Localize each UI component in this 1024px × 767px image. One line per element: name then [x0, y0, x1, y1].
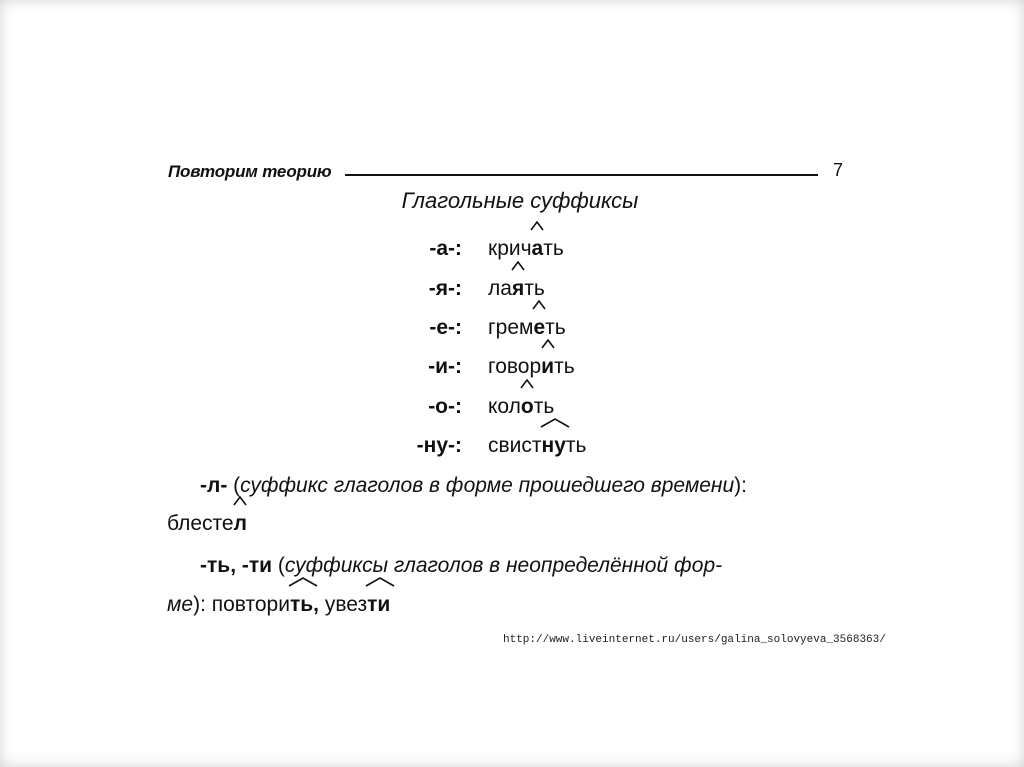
highlighted-suffix: ти — [367, 593, 390, 617]
highlighted-suffix: ну — [542, 434, 566, 458]
suffix-example: свист нуть — [488, 434, 586, 458]
suffix-label: -ну-: — [416, 434, 462, 457]
suffix-label: -я-: — [428, 277, 462, 300]
past-example-line: блесте л — [167, 512, 247, 536]
past-description: суффикс глаголов в форме прошедшего времени — [240, 474, 735, 497]
infinitive-suffixes: -ть, -ти — [200, 554, 273, 577]
infinitive-description: суффиксы глаголов в неопределённой фор- — [284, 554, 723, 577]
suffix-label: -и-: — [428, 355, 462, 378]
suffix-example: говор ить — [488, 355, 575, 379]
highlighted-suffix: и — [541, 355, 554, 379]
suffix-caret-icon — [530, 221, 544, 231]
suffix-caret-icon — [532, 300, 546, 310]
suffix-caret-icon — [288, 577, 318, 587]
page-number: 7 — [833, 160, 844, 180]
section-title: Глагольные суффиксы — [401, 188, 639, 213]
suffix-row-i — [380, 355, 700, 385]
infinitive-line-2: ме): повтори ть, увез ти — [167, 593, 390, 617]
suffix-row-nu — [380, 434, 700, 464]
suffix-caret-icon — [541, 339, 555, 349]
running-header-title: Повторим теорию — [168, 162, 332, 181]
highlighted-suffix: а — [532, 237, 544, 261]
past-suffix: -л- — [200, 474, 228, 497]
source-url: http://www.liveinternet.ru/users/galina_solovyeva_3568363/ — [503, 634, 886, 646]
suffix-caret-icon — [233, 496, 247, 506]
suffix-caret-icon — [540, 418, 570, 428]
past-tense-line: -л- (суффикс глаголов в форме прошедшего времени): — [200, 474, 747, 497]
highlighted-suffix: л — [234, 512, 247, 536]
suffix-caret-icon — [365, 577, 395, 587]
infinitive-line-1: -ть, -ти (суффиксы глаголов в неопределённой фор- — [200, 554, 723, 577]
suffix-row-a — [380, 237, 700, 267]
highlighted-suffix: е — [533, 316, 545, 340]
suffix-label: -о-: — [428, 395, 462, 418]
suffix-example: кол оть — [488, 395, 554, 419]
highlighted-suffix: ть, — [290, 593, 319, 617]
suffix-example: крич ать — [488, 237, 564, 261]
suffix-caret-icon — [511, 261, 525, 271]
suffix-caret-icon — [520, 379, 534, 389]
suffix-example: грем еть — [488, 316, 566, 340]
header-rule — [345, 174, 818, 176]
suffix-label: -а-: — [429, 237, 462, 260]
highlighted-suffix: о — [521, 395, 534, 419]
suffix-example: ла ять — [488, 277, 545, 301]
suffix-label: -е-: — [429, 316, 462, 339]
highlighted-suffix: я — [512, 277, 524, 301]
